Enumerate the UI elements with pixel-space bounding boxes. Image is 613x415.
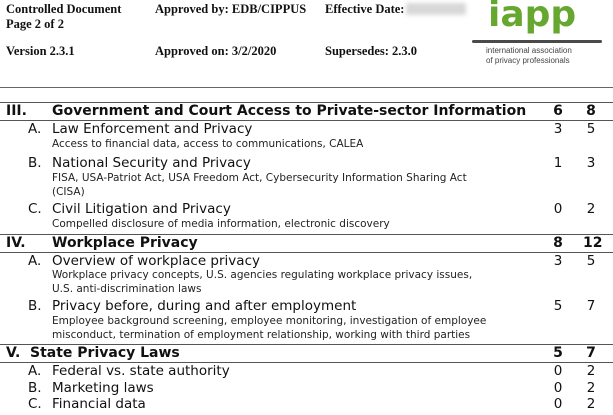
item-description: (CISA) [52, 186, 85, 198]
section-number: V. [6, 345, 21, 361]
item-min: 5 [553, 298, 563, 314]
item-letter: B. [28, 298, 42, 314]
item-description: U.S. anti-discrimination laws [52, 283, 202, 295]
logo-tagline-2: of privacy professionals [486, 56, 570, 65]
item-description: Workplace privacy concepts, U.S. agencies regulating workplace privacy issues, [52, 269, 473, 281]
item-max: 2 [586, 396, 596, 412]
item-letter: B. [28, 155, 42, 171]
supersedes: Supersedes: 2.3.0 [325, 44, 418, 58]
page-number: Page 2 of 2 [6, 17, 64, 31]
section-number: IV. [6, 235, 26, 251]
item-max: 7 [586, 298, 596, 314]
section-title: State Privacy Laws [30, 345, 180, 361]
redacted-date [406, 3, 466, 15]
section-number: III. [6, 103, 27, 119]
logo-wordmark: iapp [488, 0, 577, 35]
item-title: Overview of workplace privacy [52, 253, 260, 269]
item-title: Federal vs. state authority [52, 363, 230, 379]
item-title: Marketing laws [52, 380, 154, 396]
doc-type: Controlled Document [6, 2, 122, 16]
item-max: 5 [586, 253, 596, 269]
section-max: 7 [586, 345, 596, 361]
item-letter: A. [28, 253, 42, 269]
item-title: Civil Litigation and Privacy [52, 201, 231, 217]
approved-by: Approved by: EDB/CIPPUS [155, 2, 307, 16]
item-min: 1 [553, 155, 563, 171]
effective-date-label: Effective Date: [325, 2, 405, 16]
item-max: 3 [586, 155, 596, 171]
item-description: Access to financial data, access to communications, CALEA [52, 138, 364, 150]
item-min: 0 [553, 380, 563, 396]
item-max: 2 [586, 363, 596, 379]
section-min: 6 [553, 103, 563, 119]
item-title: Privacy before, during and after employment [52, 298, 357, 314]
section-max: 12 [583, 235, 603, 251]
item-min: 3 [553, 253, 563, 269]
item-description: FISA, USA-Patriot Act, USA Freedom Act, Cybersecurity Information Sharing Act [52, 172, 467, 184]
item-max: 2 [586, 201, 596, 217]
section-row [0, 234, 613, 253]
version: Version 2.3.1 [6, 44, 75, 58]
section-row [0, 344, 613, 363]
item-letter: C. [28, 396, 42, 412]
section-title: Government and Court Access to Private-sector Information [52, 103, 527, 119]
item-max: 2 [586, 380, 596, 396]
item-min: 0 [553, 396, 563, 412]
logo-rule [472, 40, 602, 43]
item-letter: C. [28, 201, 42, 217]
item-title: Law Enforcement and Privacy [52, 121, 253, 137]
item-description: misconduct, termination of employment relationship, working with third parties [52, 329, 471, 341]
item-letter: B. [28, 380, 42, 396]
section-min: 8 [553, 235, 563, 251]
item-max: 5 [586, 121, 596, 137]
item-title: Financial data [52, 396, 146, 412]
item-title: National Security and Privacy [52, 155, 251, 171]
item-min: 3 [553, 121, 563, 137]
section-min: 5 [553, 345, 563, 361]
item-letter: A. [28, 363, 42, 379]
logo-tagline-1: international association [486, 46, 572, 55]
item-description: Employee background screening, employee monitoring, investigation of employee [52, 315, 487, 327]
section-max: 8 [586, 103, 596, 119]
item-min: 0 [553, 363, 563, 379]
item-letter: A. [28, 121, 42, 137]
section-row [0, 102, 613, 121]
approved-on: Approved on: 3/2/2020 [155, 44, 277, 58]
header-divider [0, 87, 613, 88]
item-min: 0 [553, 201, 563, 217]
item-description: Compelled disclosure of media information, electronic discovery [52, 218, 390, 230]
section-title: Workplace Privacy [52, 235, 198, 251]
